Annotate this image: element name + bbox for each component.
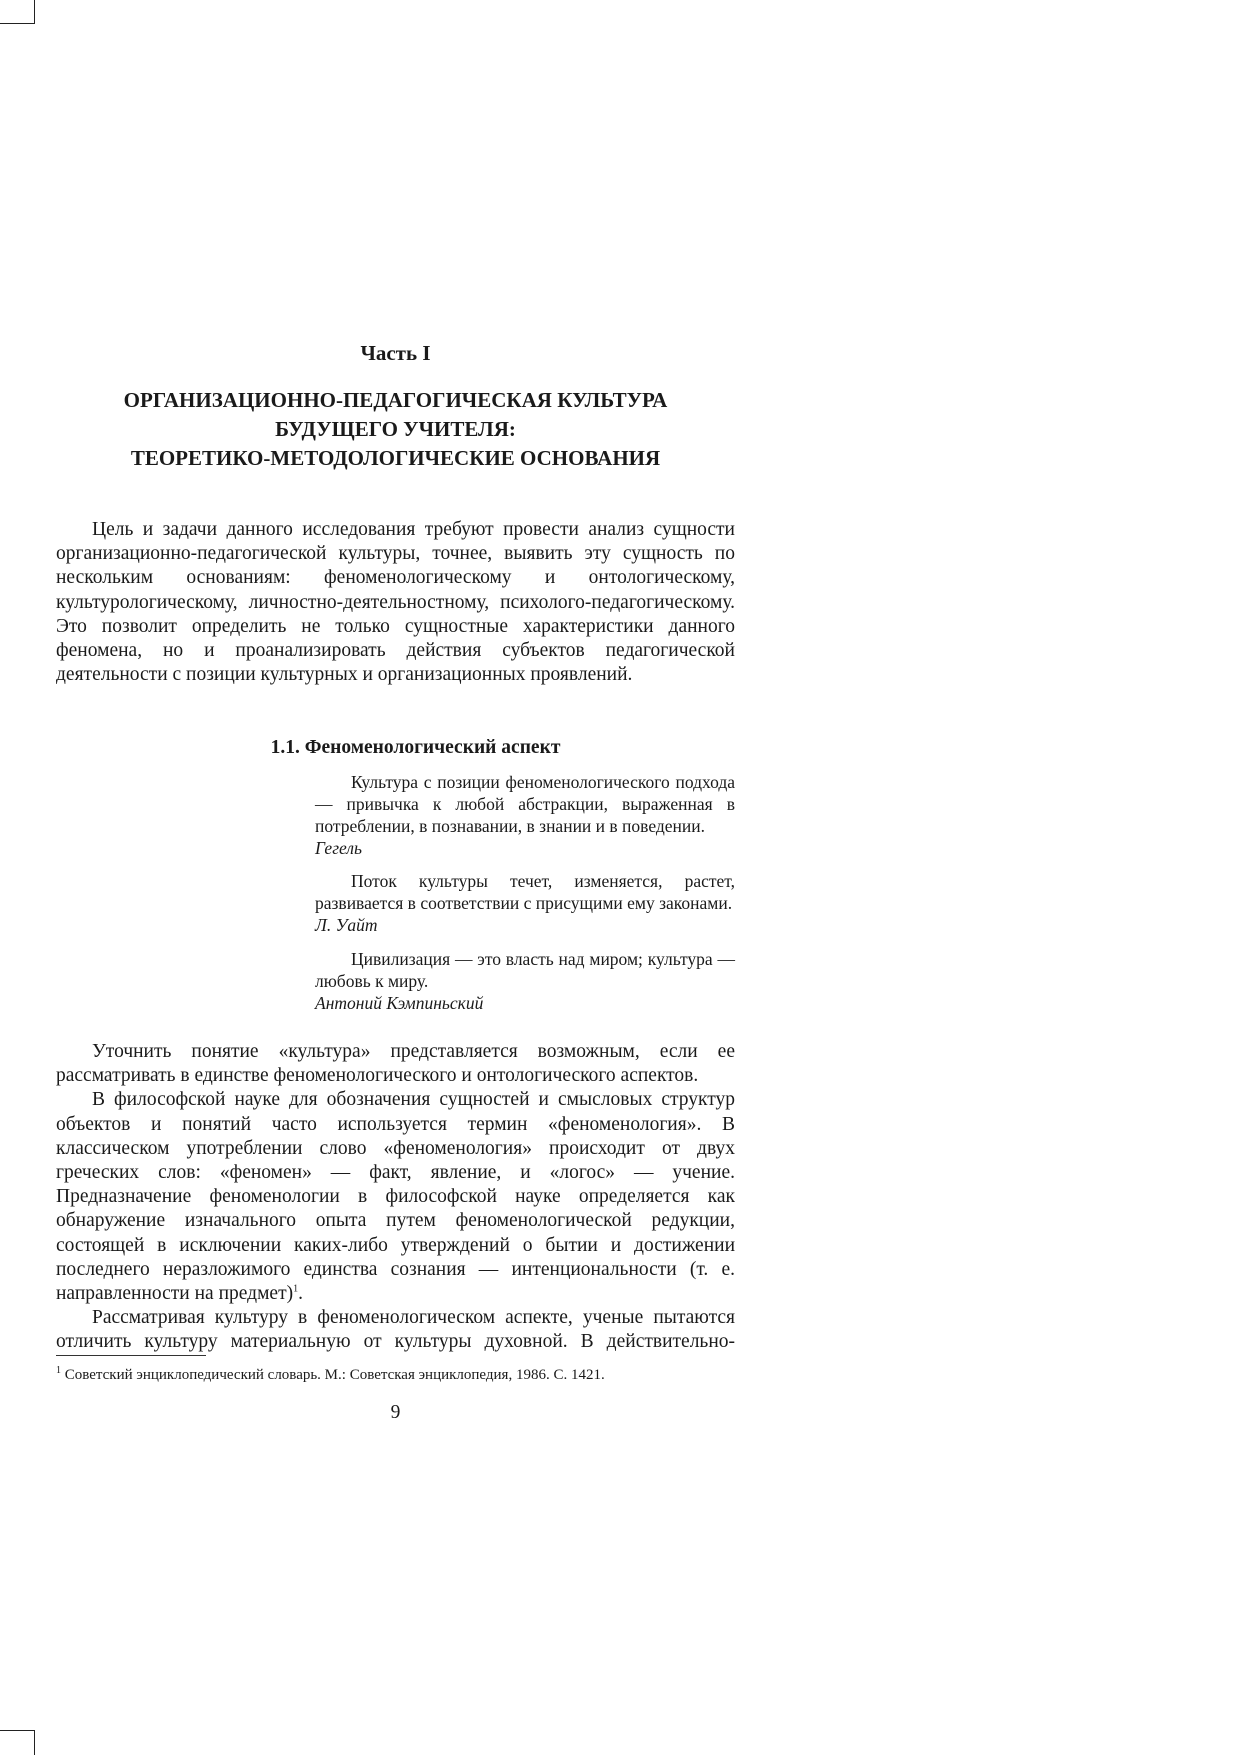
body-paragraph-2-text: В философской науке для обозначения сущностей и смысловых структур объектов и понятий часто используется термин «феноменология». В классическом употреблении слово «феноменология» происходит от двух греческих слов: «феномен» — факт, явление, и «логос» — учение. Предназначение феноменологии в философской науке определяется как обнаружение изначального опыта путем феноменологической редукции, состоящей в исключении каких-либо утверждений о бытии и достижении последнего неразложимого единства сознания — интенциональности (т. е. направленности на предмет) [56,1089,735,1305]
body-text [56,1040,735,1355]
body-paragraph-2-end: . [298,1283,303,1305]
body-paragraph-1: Уточнить понятие «культура» представляется возможным, если ее рассматривать в единстве феноменологического и онтологического аспектов. [56,1041,735,1087]
footnote-text: Советский энциклопедический словарь. М.: Советская энциклопедия, 1986. С. 1421. [64,1367,605,1383]
body-paragraph-3: Рассматривая культуру в феноменологическом аспекте, ученые пытаются отличить культуру материальную от культуры духовной. В действительно- [56,1307,735,1353]
epigraph-2-text: Поток культуры течет, изменяется, растет, развивается в соответствии с присущими ему законами. [315,871,735,913]
crop-mark-bottom-horizontal [0,1730,34,1731]
footnote-reference: 1 [293,1283,299,1295]
footnote-divider [56,1355,206,1356]
crop-mark-top-vertical [34,0,35,24]
section-title: 1.1. Феноменологический аспект [270,737,561,758]
main-title-line-1: ОРГАНИЗАЦИОННО-ПЕДАГОГИЧЕСКАЯ КУЛЬТУРА [123,388,668,412]
intro-block [56,518,735,687]
footnote [56,1365,735,1385]
body-paragraph-2 [56,1088,735,1306]
epigraph-3-author: Антоний Кэмпиньский [315,993,484,1013]
epigraph-3-text: Цивилизация — это власть над миром; культура — любовь к миру. [315,949,735,991]
page-number: 9 [390,1402,401,1423]
footnote-mark: 1 [56,1365,61,1376]
part-title: Часть I [360,341,431,365]
epigraph-3 [315,948,735,1014]
epigraph-1-text: Культура с позиции феноменологического подхода — привычка к любой абстракции, выраженная в потреблении, в познавании, в знании и в поведении. [315,772,735,836]
main-title [56,386,735,473]
epigraph-2-author: Л. Уайт [315,915,378,935]
intro-paragraph: Цель и задачи данного исследования требуют провести анализ сущности организационно-педагогической культуры, точнее, выявить эту сущность по нескольким основаниям: феноменологическому и онтологическому, культурологическому, личностно-деятельностному, психолого-педагогическому. Это позволит определить не только сущностные характеристики данного феномена, но и проанализировать действия субъектов педагогической деятельности с позиции культурных и организационных проявлений. [56,519,735,686]
main-title-line-2: БУДУЩЕГО УЧИТЕЛЯ: [275,417,516,441]
epigraph-1-author: Гегель [315,838,362,858]
epigraph-1 [315,771,735,859]
main-title-line-3: ТЕОРЕТИКО-МЕТОДОЛОГИЧЕСКИЕ ОСНОВАНИЯ [130,446,661,470]
epigraph-2 [315,870,735,936]
crop-mark-top-horizontal [0,23,34,24]
crop-mark-bottom-vertical [34,1730,35,1755]
